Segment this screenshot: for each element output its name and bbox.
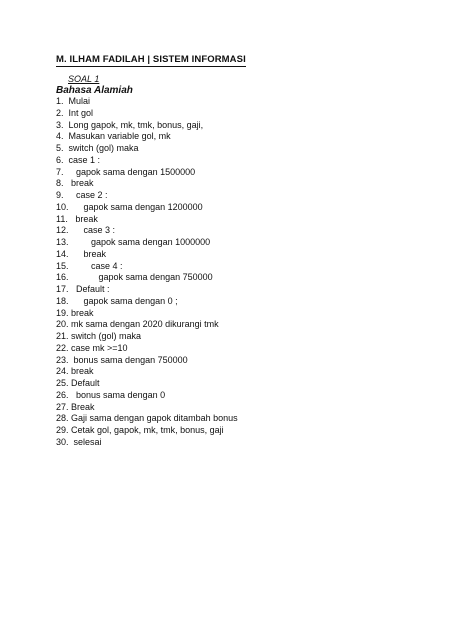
line-text: break <box>71 307 94 318</box>
line-number: 23. <box>56 354 69 365</box>
line-indent <box>69 296 84 308</box>
line-text: bonus sama dengan 750000 <box>73 354 188 365</box>
algorithm-line <box>56 272 238 284</box>
algorithm-line <box>56 331 238 343</box>
line-text: Int gol <box>68 107 94 118</box>
line-text: Gaji sama dengan gapok ditambah bonus <box>71 413 238 424</box>
line-text: gapok sama dengan 0 ; <box>83 295 178 306</box>
line-text: Masukan variable gol, mk <box>68 131 171 142</box>
algorithm-line <box>56 214 238 226</box>
line-number: 27. <box>56 401 69 412</box>
line-number: 12. <box>56 225 69 236</box>
line-number: 11. <box>56 213 68 224</box>
algorithm-line <box>56 131 238 143</box>
line-text: switch (gol) maka <box>68 143 139 153</box>
line-number: 17. <box>56 284 69 294</box>
line-number: 18. <box>56 295 69 306</box>
line-text: Cetak gol, gapok, mk, tmk, bonus, gaji <box>71 425 224 435</box>
algorithm-line <box>56 402 238 414</box>
line-number: 16. <box>56 272 69 283</box>
line-indent <box>69 225 84 237</box>
line-number: 8. <box>56 178 64 189</box>
line-number: 30. <box>56 436 69 447</box>
line-text: selesai <box>73 436 102 447</box>
algorithm-line <box>56 261 238 273</box>
line-number: 9. <box>56 190 64 200</box>
line-indent <box>69 202 84 214</box>
line-number: 5. <box>56 143 64 153</box>
line-indent <box>69 284 77 296</box>
line-text: case mk >=10 <box>71 342 128 353</box>
line-number: 15. <box>56 260 69 271</box>
line-text: case 4 : <box>91 260 123 271</box>
line-text: mk sama dengan 2020 dikurangi tmk <box>71 319 219 330</box>
line-indent <box>69 272 99 284</box>
line-number: 24. <box>56 366 69 377</box>
algorithm-line <box>56 190 238 202</box>
algorithm-line <box>56 178 238 190</box>
algorithm-line <box>56 143 238 155</box>
line-text: gapok sama dengan 1200000 <box>83 201 203 212</box>
algorithm-list <box>56 96 238 449</box>
line-text: break <box>71 366 94 377</box>
line-number: 20. <box>56 319 69 330</box>
algorithm-line <box>56 167 238 179</box>
algorithm-line <box>56 378 238 390</box>
line-text: break <box>83 248 107 259</box>
line-number: 14. <box>56 248 69 259</box>
line-indent <box>64 178 72 190</box>
line-text: Break <box>71 401 95 412</box>
line-text: Default : <box>76 284 110 294</box>
section-label: SOAL 1 <box>68 74 100 84</box>
line-text: Long gapok, mk, tmk, bonus, gaji, <box>68 119 204 130</box>
line-number: 1. <box>56 96 64 106</box>
section-subtitle: Bahasa Alamiah <box>56 85 133 96</box>
algorithm-line <box>56 284 238 296</box>
line-number: 2. <box>56 107 64 118</box>
line-number: 6. <box>56 154 64 165</box>
algorithm-line <box>56 120 238 132</box>
algorithm-line <box>56 437 238 449</box>
algorithm-line <box>56 355 238 367</box>
line-text: bonus sama dengan 0 <box>76 389 166 400</box>
document-heading: M. ILHAM FADILAH | SISTEM INFORMASI <box>56 54 246 65</box>
line-number: 22. <box>56 342 69 353</box>
algorithm-line <box>56 108 238 120</box>
algorithm-line <box>56 425 238 437</box>
algorithm-line <box>56 155 238 167</box>
line-number: 7. <box>56 166 64 177</box>
algorithm-line <box>56 249 238 261</box>
algorithm-line <box>56 390 238 402</box>
algorithm-line <box>56 366 238 378</box>
line-text: case 3 : <box>83 225 116 236</box>
line-text: case 1 : <box>68 154 101 165</box>
line-text: gapok sama dengan 750000 <box>98 272 213 283</box>
algorithm-line <box>56 296 238 308</box>
algorithm-line <box>56 413 238 425</box>
line-number: 28. <box>56 413 69 424</box>
line-indent <box>64 167 77 179</box>
line-number: 26. <box>56 389 69 400</box>
algorithm-line <box>56 237 238 249</box>
line-number: 25. <box>56 378 69 388</box>
line-text: gapok sama dengan 1500000 <box>76 166 196 177</box>
algorithm-line <box>56 96 238 108</box>
algorithm-line <box>56 343 238 355</box>
algorithm-line <box>56 308 238 320</box>
algorithm-line <box>56 319 238 331</box>
line-indent <box>69 261 92 273</box>
line-number: 29. <box>56 425 69 435</box>
line-number: 3. <box>56 119 64 130</box>
line-text: case 2 : <box>76 190 108 200</box>
line-text: Mulai <box>68 96 91 106</box>
line-text: gapok sama dengan 1000000 <box>91 237 211 247</box>
line-number: 10. <box>56 201 69 212</box>
line-indent <box>69 237 92 249</box>
line-text: Default <box>71 378 100 388</box>
line-number: 4. <box>56 131 64 142</box>
line-number: 13. <box>56 237 69 247</box>
line-number: 19. <box>56 307 69 318</box>
algorithm-line <box>56 202 238 214</box>
line-number: 21. <box>56 331 69 341</box>
line-indent <box>64 190 77 202</box>
line-text: break <box>75 213 98 224</box>
line-text: switch (gol) maka <box>71 331 142 341</box>
line-indent <box>69 249 84 261</box>
line-indent <box>68 214 76 226</box>
algorithm-line <box>56 225 238 237</box>
line-text: break <box>71 178 94 189</box>
line-indent <box>69 390 77 402</box>
